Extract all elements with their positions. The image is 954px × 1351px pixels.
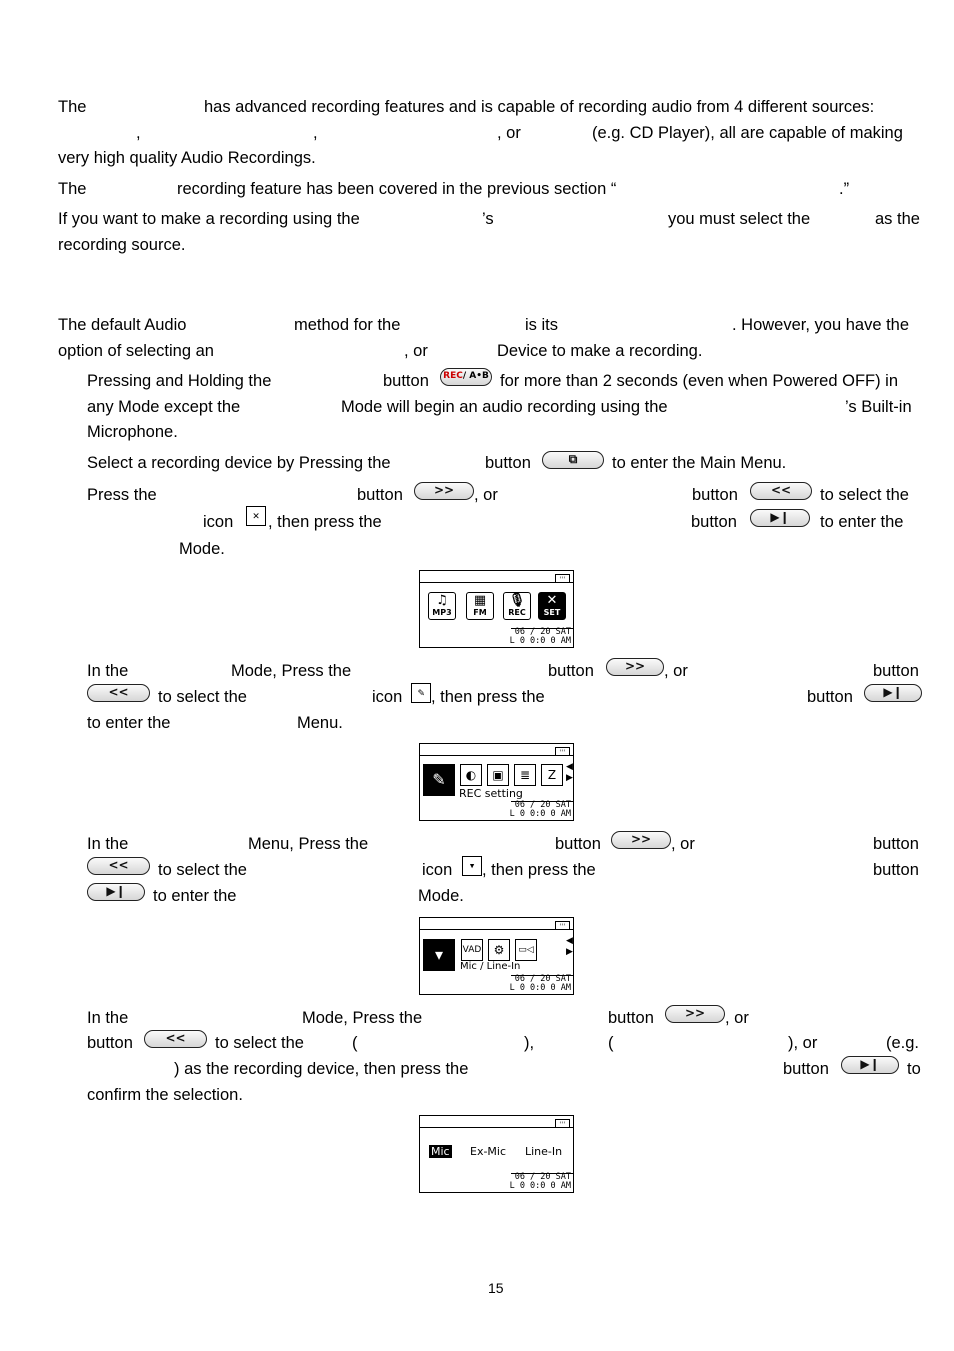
status-divider <box>420 582 573 583</box>
step-text: Mode. <box>179 540 225 558</box>
icon-label: SET <box>543 608 561 617</box>
settings-screen <box>419 743 574 821</box>
para-text: . However, you have the <box>732 316 910 334</box>
mp3-icon: ♫ MP3 <box>428 592 456 620</box>
play-button: ▶❙ <box>750 509 810 527</box>
step-text: for more than 2 seconds (even when Powered OFF) in <box>500 372 899 390</box>
para-text: Device to make a recording. <box>497 342 703 360</box>
menu-button: ⧉ <box>542 451 604 469</box>
para-text: as the <box>875 210 920 228</box>
para-text: The <box>58 98 87 116</box>
time-text: L 0 0:0 0 AM <box>509 636 571 646</box>
step-text: button <box>608 1009 654 1027</box>
bitrate-icon: ▭◁ <box>515 939 537 961</box>
rec-setting-screen <box>419 917 574 995</box>
step-text: button <box>555 835 601 853</box>
date-text: 06 / 20 SAT <box>514 1172 571 1182</box>
contrast-icon: ◐ <box>460 764 482 786</box>
rec-icon: 🎙 REC <box>503 592 531 620</box>
step-text: , then press the <box>268 513 382 531</box>
step-text: In the <box>87 662 129 680</box>
step-text: button <box>807 688 853 706</box>
next-button: >> <box>414 482 474 500</box>
step-text: button <box>783 1060 829 1078</box>
prev-button: << <box>87 684 150 702</box>
date-time <box>510 975 571 993</box>
time-text: L 0 0:0 0 AM <box>509 1181 571 1191</box>
step-text: In the <box>87 835 129 853</box>
step-text: ’s Built-in <box>845 398 912 416</box>
next-button: >> <box>665 1005 725 1023</box>
ab-label: / A•B <box>462 371 489 381</box>
step-text: to enter the <box>87 714 171 732</box>
para-text: (e.g. CD Player), all are capable of making <box>592 124 903 142</box>
para-text: .” <box>839 180 850 198</box>
step-text: ) as the recording device, then press the <box>174 1060 469 1078</box>
time-text: L 0 0:0 0 AM <box>509 983 571 993</box>
step-text: icon <box>203 513 234 531</box>
para-text: If you want to make a recording using the <box>58 210 360 228</box>
vad-icon: VAD <box>461 939 483 961</box>
display-icon: ▣ <box>487 764 509 786</box>
info-icon: ≣ <box>514 764 536 786</box>
step-text: Menu, Press the <box>248 835 369 853</box>
para-text: recording source. <box>58 236 186 254</box>
step-text: to select the <box>158 688 247 706</box>
step-text: , or <box>664 662 688 680</box>
time-text: L 0 0:0 0 AM <box>509 809 571 819</box>
scroll-arrows-icon: ◀ ▶ <box>566 762 573 783</box>
step-text: icon <box>422 861 453 879</box>
para-text: , or <box>404 342 428 360</box>
prev-button: << <box>144 1030 207 1048</box>
step-text: Mode will begin an audio recording using the <box>341 398 668 416</box>
para-text: is its <box>525 316 558 334</box>
step-text: In the <box>87 1009 129 1027</box>
step-text: button <box>873 662 919 680</box>
step-text: button <box>357 486 403 504</box>
para-text: , <box>313 124 318 142</box>
icon-label: MP3 <box>432 608 452 617</box>
next-button: >> <box>606 658 664 676</box>
settings-icon: ✕ <box>246 506 266 526</box>
step-text: Select a recording device by Pressing the <box>87 454 391 472</box>
step-text: button <box>485 454 531 472</box>
scroll-arrows-icon: ◀ ▶ <box>566 936 573 957</box>
date-time <box>510 1173 571 1191</box>
rec-source-icon: ▾ <box>423 939 455 971</box>
para-text: very high quality Audio Recordings. <box>58 149 316 167</box>
para-text: option of selecting an <box>58 342 214 360</box>
rec-label: REC <box>443 371 463 381</box>
step-text: confirm the selection. <box>87 1086 243 1104</box>
para-text: ’s <box>482 210 494 228</box>
step-text: to <box>907 1060 921 1078</box>
menu-item-label: Mic / Line-In <box>460 961 521 972</box>
page-number: 15 <box>488 1280 504 1296</box>
menu-item-label: REC setting <box>459 787 523 800</box>
source-select-screen <box>419 1115 574 1193</box>
para-text: recording feature has been covered in the previous section “ <box>177 180 617 198</box>
quality-icon: ⚙ <box>488 939 510 961</box>
step-text: to select the <box>215 1034 304 1052</box>
status-divider <box>420 755 573 756</box>
step-text: button <box>383 372 429 390</box>
step-text: Pressing and Holding the <box>87 372 272 390</box>
rec-setting-icon: ✎ <box>423 764 455 796</box>
step-text: ), <box>524 1034 535 1052</box>
step-text: to enter the Main Menu. <box>612 454 787 472</box>
step-text: button <box>692 486 738 504</box>
prev-button: << <box>750 482 812 500</box>
battery-icon: ‹‹‹ <box>555 574 570 583</box>
step-text: button <box>548 662 594 680</box>
rec-source-icon: ▾ <box>462 856 482 876</box>
step-text: button <box>873 861 919 879</box>
status-divider <box>420 1127 573 1128</box>
icon-label: REC <box>508 608 526 617</box>
para-text: , <box>136 124 141 142</box>
step-text: ), or <box>788 1034 818 1052</box>
step-text: Mode. <box>418 887 464 905</box>
step-text: button <box>691 513 737 531</box>
source-option-exmic: Ex-Mic <box>470 1145 507 1158</box>
step-text: ( <box>608 1034 614 1052</box>
play-button: ▶❙ <box>841 1056 899 1074</box>
step-text: Mode, Press the <box>302 1009 423 1027</box>
step-text: , then press the <box>482 861 596 879</box>
step-text: Microphone. <box>87 423 178 441</box>
step-text: , then press the <box>431 688 545 706</box>
fm-icon: ▦ FM <box>466 592 494 620</box>
para-text: The default Audio <box>58 316 187 334</box>
step-text: , or <box>725 1009 749 1027</box>
step-text: , or <box>474 486 498 504</box>
icon-label: FM <box>473 608 487 617</box>
step-text: to select the <box>158 861 247 879</box>
step-text: , or <box>671 835 695 853</box>
step-text: to enter the <box>153 887 237 905</box>
step-text: any Mode except the <box>87 398 241 416</box>
step-text: button <box>873 835 919 853</box>
next-button: >> <box>611 831 671 849</box>
step-text: icon <box>372 688 403 706</box>
status-divider <box>420 929 573 930</box>
step-text: Mode, Press the <box>231 662 352 680</box>
date-text: 06 / 20 SAT <box>514 974 571 984</box>
set-icon: ✕ SET <box>538 592 566 620</box>
date-time <box>510 628 571 646</box>
step-text: ( <box>352 1034 358 1052</box>
date-text: 06 / 20 SAT <box>514 627 571 637</box>
para-text: you must select the <box>668 210 811 228</box>
date-text: 06 / 20 SAT <box>514 800 571 810</box>
play-button: ▶❙ <box>864 684 922 702</box>
para-text: has advanced recording features and is capable of recording audio from 4 different sources: <box>204 98 875 116</box>
sleep-icon: Z <box>541 764 563 786</box>
step-text: to select the <box>820 486 909 504</box>
step-text: Press the <box>87 486 157 504</box>
para-text: , or <box>497 124 521 142</box>
para-text: method for the <box>294 316 401 334</box>
play-button: ▶❙ <box>87 883 145 901</box>
step-text: to enter the <box>820 513 904 531</box>
source-option-linein: Line-In <box>525 1145 563 1158</box>
battery-icon: ‹‹‹ <box>555 921 570 930</box>
rec-ab-button <box>440 368 492 386</box>
source-option-mic: Mic <box>431 1145 450 1158</box>
step-text: Menu. <box>297 714 343 732</box>
main-menu-screen <box>419 570 574 648</box>
step-text: (e.g. <box>886 1034 920 1052</box>
battery-icon: ‹‹‹ <box>555 747 570 756</box>
record-setting-icon: ✎ <box>411 683 431 703</box>
date-time <box>510 801 571 819</box>
battery-icon: ‹‹‹ <box>555 1119 570 1128</box>
para-text: The <box>58 180 87 198</box>
prev-button: << <box>87 857 150 875</box>
step-text: button <box>87 1034 133 1052</box>
